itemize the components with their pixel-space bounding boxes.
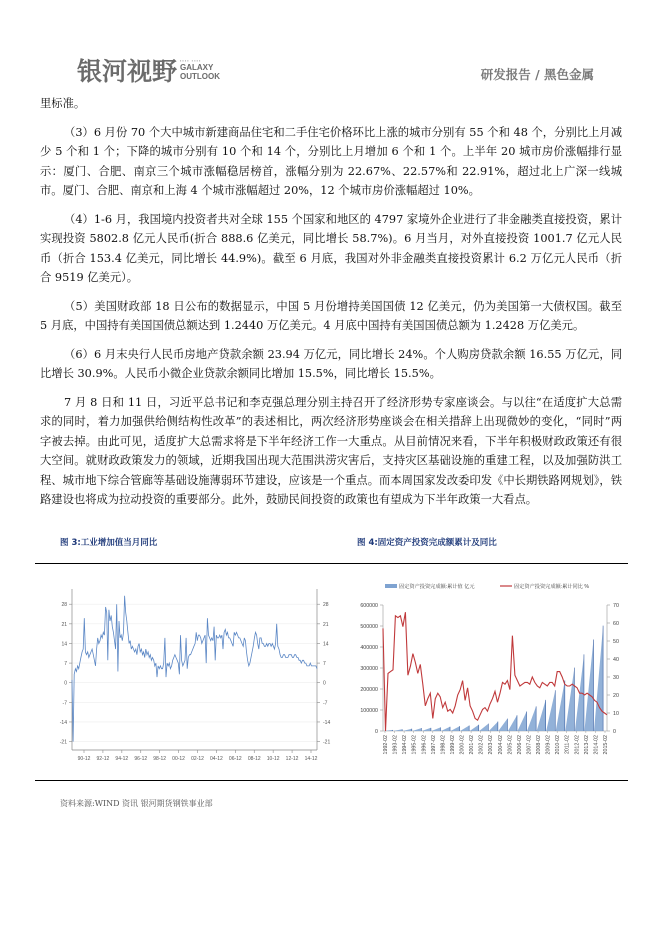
chart2-x-tick-label: 1992-02: [383, 735, 389, 755]
chart1-background: [55, 585, 335, 770]
chart2-x-tick-label: 2001-02: [469, 735, 476, 755]
chart1-x-tick-label: 00-12: [172, 756, 185, 762]
chart1-right-tick-label: 7: [323, 661, 326, 668]
chart2-right-tick-label: 10: [613, 711, 619, 717]
chart2-right-tick-label: 70: [613, 603, 619, 609]
chart2-right-tick-label: 40: [613, 657, 619, 663]
chart2-right-tick-label: 30: [613, 675, 619, 681]
chart2-x-tick-label: 2013-02: [583, 735, 590, 755]
chart1-left-tick-label: 28: [61, 602, 67, 609]
chart2-x-tick-label: 2000-02: [459, 735, 466, 755]
paragraph-3: （3）6 月份 70 个大中城市新建商品住宅和二手住宅价格环比上涨的城市分别有 55 个和 48 个，分别比上月减少 5 个和 1 个；下降的城市分别有 10 个和 14 个，分别比上月增加 6 个和 1 个。上半年 20 城市房价涨幅排行显示：厦门、合肥、南京三个城市涨幅稳居榜首，涨幅分别为 22.67%、22.57%和 22.91%，超过北上广深一线城市。厦门、合肥、南京和上海 4 个城市涨幅超过 20%，12 个城市房价涨幅超过 10%。: [40, 125, 622, 197]
chart2-x-tick-label: 1995-02: [411, 735, 418, 755]
chart1-x-tick-label: 04-12: [210, 756, 223, 762]
chart1-right-tick-label: -7: [323, 700, 328, 707]
chart2-x-tick-label: 2008-02: [536, 735, 543, 755]
logo-chinese: 银河视野: [77, 57, 178, 86]
chart2-x-tick-label: 1997-02: [430, 735, 437, 755]
chart1-x-tick-label: 92-12: [96, 756, 110, 762]
chart2-x-tick-label: 2012-02: [574, 735, 581, 755]
chart2-right-tick-label: 50: [613, 639, 619, 645]
chart2-legend-bar-swatch: [385, 584, 397, 588]
report-section: 研发报告 / 黑色金属: [480, 67, 594, 82]
chart1-right-tick-label: 21: [323, 621, 329, 628]
chart2-x-tick-label: 2014-02: [593, 735, 600, 755]
chart2-right-tick-label: 60: [613, 621, 619, 627]
chart1-x-tick-label: 98-12: [153, 756, 167, 762]
chart2-x-tick-label: 2006-02: [516, 735, 523, 755]
chart1-x-tick-label: 94-12: [115, 756, 129, 762]
chart1-left-tick-label: 0: [64, 680, 67, 687]
figure-bottom-rule: [35, 780, 628, 781]
chart2-left-tick-label: 600000: [360, 603, 378, 609]
paragraph-6: （6）6 月末央行人民币房地产贷款余额 23.94 万亿元，同比增长 24%。个人购房贷款余额 16.55 万亿元，同比增长 30.9%。人民币小微企业贷款余额同比增加 15.5%，同比增长 15.5%。: [40, 347, 622, 380]
logo-dots: ▪▪▪▪ ▪▪▪▪: [180, 58, 202, 63]
chart1-x-tick-label: 06-12: [228, 756, 242, 762]
chart2-left-tick-label: 100000: [360, 708, 378, 714]
chart1-x-tick-label: 10-12: [266, 756, 280, 762]
chart2-x-tick-label: 2009-02: [545, 735, 552, 755]
chart2-x-tick-label: 1999-02: [449, 735, 456, 755]
chart1-right-tick-label: 0: [323, 680, 326, 687]
logo-galaxy: GALAXY: [180, 63, 214, 72]
paragraph-7: 7 月 8 日和 11 日，习近平总书记和李克强总理分别主持召开了经济形势专家座谈会。与以往“在适度扩大总需求的同时，着力加强供给侧结构性改革”的表述相比，两次经济形势座谈会在相关措辞上出现微妙的变化，“同时”两字被去掉。由此可见，适度扩大总需求将是下半年经济工作一大重点。从目前情况来看，下半年积极财政政策还有很大空间。就财政政策发力的领域，近期我国出现大范围洪涝灾害后，支持灾区基础设施的重建工程，以及加强防洪工程、城市地下综合管廊等基础设施薄弱环节建设，应该是一个重点。而本周国家发改委印发《中长期铁路网规划》，铁路建设也将成为拉动投资的重要部分。此外，鼓励民间投资的政策也有望成为下半年政策一大看点。: [40, 395, 622, 506]
chart1-right-tick-label: -14: [323, 719, 331, 726]
chart2-right-tick-label: 20: [613, 693, 619, 699]
logo: [77, 52, 220, 88]
logo-english: [180, 59, 220, 81]
chart2-x-tick-label: 2004-02: [497, 735, 504, 755]
chart1-x-tick-label: 96-12: [134, 756, 148, 762]
chart2-x-tick-label: 1994-02: [402, 735, 409, 755]
chart2-x-tick-label: 2010-02: [555, 735, 562, 755]
chart1-left-tick-label: -21: [59, 739, 67, 746]
chart1-x-tick-label: 08-12: [247, 756, 261, 762]
chart2-left-tick-label: 0: [375, 729, 378, 735]
chart1-x-tick-label: 14-12: [304, 756, 318, 762]
chart-industrial-value-added: [55, 585, 335, 770]
paragraph-4: （4）1-6 月，我国境内投资者共对全球 155 个国家和地区的 4797 家境外企业进行了非金融类直接投资，累计实现投资 5802.8 亿元人民币(折合 888.6 亿美元，同比增长 58.7%)。6 月当月，对外直接投资 1001.7 亿元人民币（折合 153.4 亿美元，同比增长 44.9%)。截至 6 月底，我国对外非金融类直接投资累计 6.2 万亿元人民币（折合 9519 亿美元）。: [40, 212, 622, 284]
logo-outlook: OUTLOOK: [180, 72, 221, 81]
chart1-left-tick-label: 21: [61, 621, 67, 628]
chart2-x-tick-label: 1998-02: [440, 735, 447, 755]
chart1-left-tick-label: 7: [64, 661, 67, 668]
chart1-right-tick-label: 28: [323, 602, 329, 609]
chart1-x-tick-label: 02-12: [191, 756, 204, 762]
chart2-legend-bar-label: 固定资产投资完成额:累计值 亿元: [399, 584, 475, 590]
chart2-legend-line-label: 固定资产投资完成额:累计同比 %: [514, 584, 589, 590]
chart2-x-tick-label: 2007-02: [526, 735, 533, 755]
chart-fixed-asset-investment: [345, 578, 635, 770]
chart2-x-tick-label: 2015-02: [603, 735, 609, 755]
chart1-right-tick-label: -21: [323, 739, 331, 746]
figure-3-title: 图 3:工业增加值当月同比: [60, 538, 158, 548]
chart2-x-tick-label: 2002-02: [478, 735, 485, 755]
chart2-x-tick-label: 2005-02: [507, 735, 514, 755]
chart1-left-tick-label: -7: [62, 700, 67, 707]
figure-top-rule: [35, 563, 628, 564]
chart2-right-tick-label: 0: [613, 729, 616, 735]
chart2-left-tick-label: 400000: [360, 645, 378, 651]
chart2-left-tick-label: 200000: [360, 687, 378, 693]
chart1-left-tick-label: -14: [59, 719, 67, 726]
chart1-right-tick-label: 14: [323, 641, 329, 648]
chart2-x-tick-label: 1996-02: [421, 735, 428, 755]
chart1-x-tick-label: 90-12: [77, 756, 91, 762]
chart2-x-tick-label: 2003-02: [488, 735, 495, 755]
chart2-x-tick-label: 1993-02: [392, 735, 399, 755]
chart2-left-tick-label: 500000: [360, 624, 378, 630]
source-note: 资料来源:WIND 资讯 银河期货钢铁事业部: [60, 799, 213, 808]
figure-4-title: 图 4:固定资产投资完成额累计及同比: [357, 538, 497, 548]
body-text: [40, 94, 622, 510]
chart2-x-tick-label: 2011-02: [564, 735, 571, 755]
chart1-left-tick-label: 14: [61, 641, 67, 648]
paragraph-5: （5）美国财政部 18 日公布的数据显示，中国 5 月份增持美国国债 12 亿美元，仍为美国第一大债权国。截至 5 月底，中国持有美国国债总额达到 1.2440 万亿美元。4 月底中国持有美国国债总额为 1.2428 万亿美元。: [40, 299, 622, 332]
chart1-x-tick-label: 12-12: [285, 756, 299, 762]
paragraph-continuation: 里标准。: [40, 97, 86, 110]
chart2-left-tick-label: 300000: [360, 666, 378, 672]
